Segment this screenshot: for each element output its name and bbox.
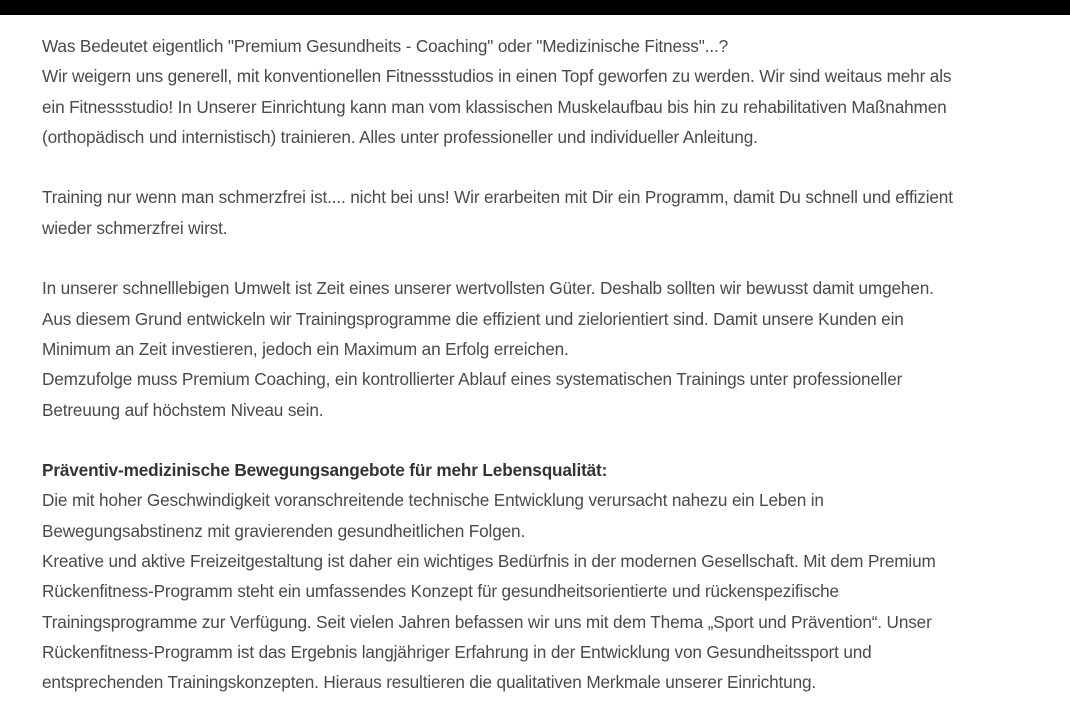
paragraph-spacer xyxy=(42,152,1052,182)
text-line: Trainingsprogramme zur Verfügung. Seit vielen Jahren befassen wir uns mit dem Thema „Sport und Prävention“. Unser xyxy=(42,611,932,632)
paragraph-pain-free xyxy=(42,182,1052,243)
text-line: wieder schmerzfrei wirst. xyxy=(42,217,228,238)
paragraph-intro xyxy=(42,31,1052,152)
paragraph-prevention xyxy=(42,455,1052,697)
text-line: Wir weigern uns generell, mit konventionellen Fitnessstudios in einen Topf geworfen zu werden. Wir sind weitaus mehr als xyxy=(42,66,952,87)
text-line: ein Fitnessstudio! In Unserer Einrichtung kann man vom klassischen Muskelaufbau bis hin zu rehabilitativen Maßnahmen xyxy=(42,96,947,117)
paragraph-spacer xyxy=(42,243,1052,273)
paragraph-time xyxy=(42,273,1052,424)
text-line: Die mit hoher Geschwindigkeit voranschreitende technische Entwicklung verursacht nahezu ein Leben in xyxy=(42,490,824,511)
top-black-bar xyxy=(0,0,1070,15)
section-heading: Präventiv-medizinische Bewegungsangebote für mehr Lebensqualität: xyxy=(42,460,608,481)
text-line: Bewegungsabstinenz mit gravierenden gesundheitlichen Folgen. xyxy=(42,520,526,541)
text-line: (orthopädisch und internistisch) trainieren. Alles unter professioneller und individueller Anleitung. xyxy=(42,126,758,147)
text-line: Training nur wenn man schmerzfrei ist.... nicht bei uns! Wir erarbeiten mit Dir ein Programm, damit Du schnell und effizient xyxy=(42,187,953,208)
text-line: Rückenfitness-Programm steht ein umfassendes Konzept für gesundheitsorientierte und rückenspezifische xyxy=(42,581,839,602)
article-content xyxy=(42,31,1052,698)
text-line: Minimum an Zeit investieren, jedoch ein Maximum an Erfolg erreichen. xyxy=(42,338,569,359)
text-line: Rückenfitness-Programm ist das Ergebnis langjähriger Erfahrung in der Entwicklung von Gesundheitssport und xyxy=(42,641,872,662)
text-line: Aus diesem Grund entwickeln wir Trainingsprogramme die effizient und zielorientiert sind. Damit unsere Kunden ein xyxy=(42,308,904,329)
text-line: Kreative und aktive Freizeitgestaltung ist daher ein wichtiges Bedürfnis in der modernen Gesellschaft. Mit dem Premium xyxy=(42,551,936,572)
paragraph-spacer xyxy=(42,425,1052,455)
text-line: Betreuung auf höchstem Niveau sein. xyxy=(42,399,324,420)
text-line: Was Bedeutet eigentlich "Premium Gesundheits - Coaching" oder "Medizinische Fitness"...? xyxy=(42,36,728,56)
text-line: In unserer schnelllebigen Umwelt ist Zeit eines unserer wertvollsten Güter. Deshalb sollten wir bewusst damit umgehen. xyxy=(42,278,934,299)
text-line: entsprechenden Trainingskonzepten. Hieraus resultieren die qualitativen Merkmale unserer Einrichtung. xyxy=(42,672,817,693)
text-line: Demzufolge muss Premium Coaching, ein kontrollierter Ablauf eines systematischen Trainings unter professioneller xyxy=(42,369,903,390)
